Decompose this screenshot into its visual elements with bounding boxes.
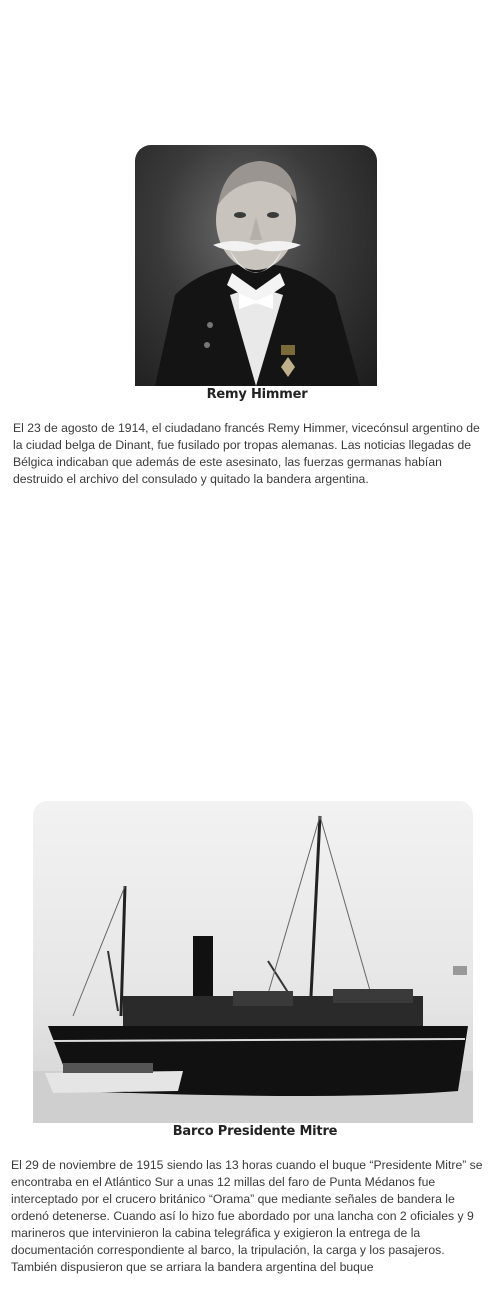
photo-caption: Barco Presidente Mitre xyxy=(172,1124,338,1139)
ship-photo xyxy=(33,801,473,1123)
portrait-photo xyxy=(135,145,377,386)
portrait-photo-icon xyxy=(135,145,377,386)
body-paragraph: El 29 de noviembre de 1915 siendo las 13 horas cuando el buque “Presidente Mitre” se encontraba en el Atlántico Sur a unas 12 millas del faro de Punta Médanos fue interceptado por el crucero británico “Orama” que mediante señales de bandera le ordenó detenerse. Cuando así lo hizo fue abordado por una lancha con 2 oficiales y 9 marineros que intervinieron la cabina telegráfica y exigieron la entrega de la documentación correspondiente al barco, la tripulación, la carga y los pasajeros. También dispusieron que se arriara la bandera argentina del buque xyxy=(11,1158,483,1274)
ship-photo-icon xyxy=(33,801,473,1123)
photo-caption: Remy Himmer xyxy=(206,387,308,402)
body-paragraph: El 23 de agosto de 1914, el ciudadano francés Remy Himmer, vicecónsul argentino de la ciudad belga de Dinant, fue fusilado por tropas alemanas. Las noticias llegadas de Bélgica indicaban que además de este asesinato, las fuerzas germanas habían destruido el archivo del consulado y quitado la bandera argentina. xyxy=(13,421,480,486)
